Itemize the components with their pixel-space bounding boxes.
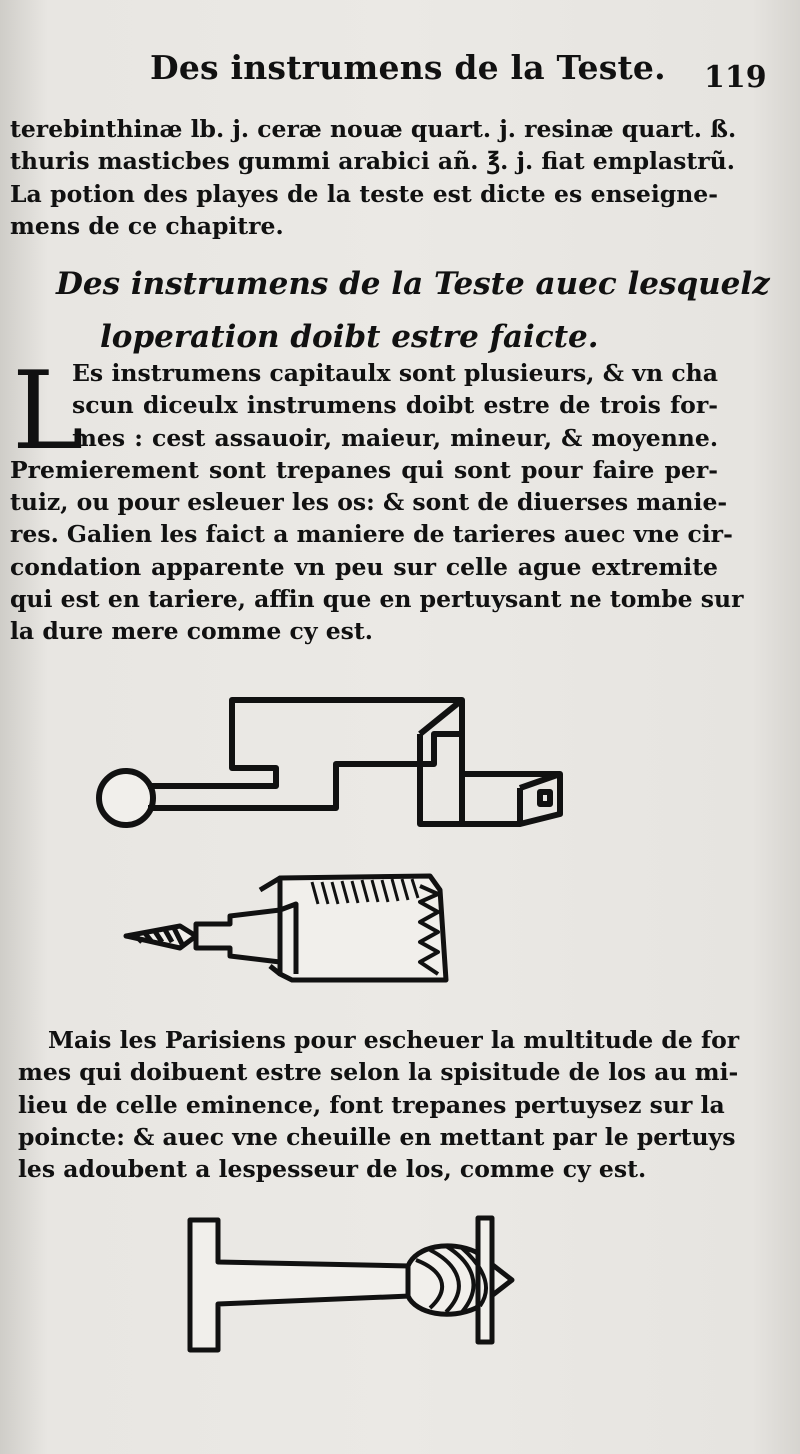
page-number: 119 — [704, 60, 767, 95]
text-line: Es instrumens capitaulx sont plusieurs, & vn cha — [72, 359, 718, 387]
text-line: La potion des playes de la teste est dicte es enseigne- — [10, 179, 718, 208]
running-head: Des instrumens de la Teste. — [150, 48, 666, 87]
text-line: thuris masticbes gummi arabici añ. ℥. j. fiat emplastrũ. — [10, 147, 735, 176]
section-heading — [56, 258, 770, 364]
text-line: terebinthinæ lb. j. ceræ nouæ quart. j. resinæ quart. ß. — [10, 115, 737, 143]
text-line: les adoubent a lespesseur de los, comme cy est. — [18, 1155, 647, 1184]
text-line: poincte: & auec vne cheuille en mettant par le pertuys — [18, 1122, 736, 1151]
text-line: res. Galien les faict a maniere de tarieres auec vne cir- — [10, 520, 733, 549]
text-line: mes qui doibuent estre selon la spisitude de los au mi- — [18, 1058, 739, 1087]
text-line: condation apparente vn peu sur celle ague extremite — [10, 552, 718, 581]
text-line: Premierement sont trepanes qui sont pour faire per- — [10, 455, 718, 484]
drop-initial: L — [12, 349, 84, 474]
crank-brace-woodcut — [90, 690, 580, 840]
heading-line: loperation doibt estre faicte. — [100, 319, 599, 355]
text-line: mens de ce chapitre. — [10, 211, 284, 240]
text-line: mes : cest assauoir, maieur, mineur, & moyenne. — [72, 423, 718, 452]
text-line: qui est en tariere, affin que en pertuysant ne tombe sur — [10, 585, 744, 614]
t-handle-trepan-woodcut — [180, 1210, 530, 1360]
paragraph-recipe — [10, 113, 737, 242]
text-line: lieu de celle eminence, font trepanes pertuysez sur la — [18, 1090, 725, 1119]
text-line: tuiz, ou pour esleuer les os: & sont de diuerses manie- — [10, 488, 728, 517]
paragraph-instruments — [10, 349, 744, 648]
crown-trephine-woodcut — [120, 870, 470, 995]
paragraph-parisiens — [18, 1024, 740, 1185]
heading-line: Des instrumens de la Teste auec lesquelz — [56, 266, 770, 302]
text-line: scun diceulx instrumens doibt estre de trois for- — [72, 391, 718, 420]
text-line: la dure mere comme cy est. — [10, 617, 373, 646]
text-line: Mais les Parisiens pour escheuer la multitude de for — [48, 1026, 740, 1054]
